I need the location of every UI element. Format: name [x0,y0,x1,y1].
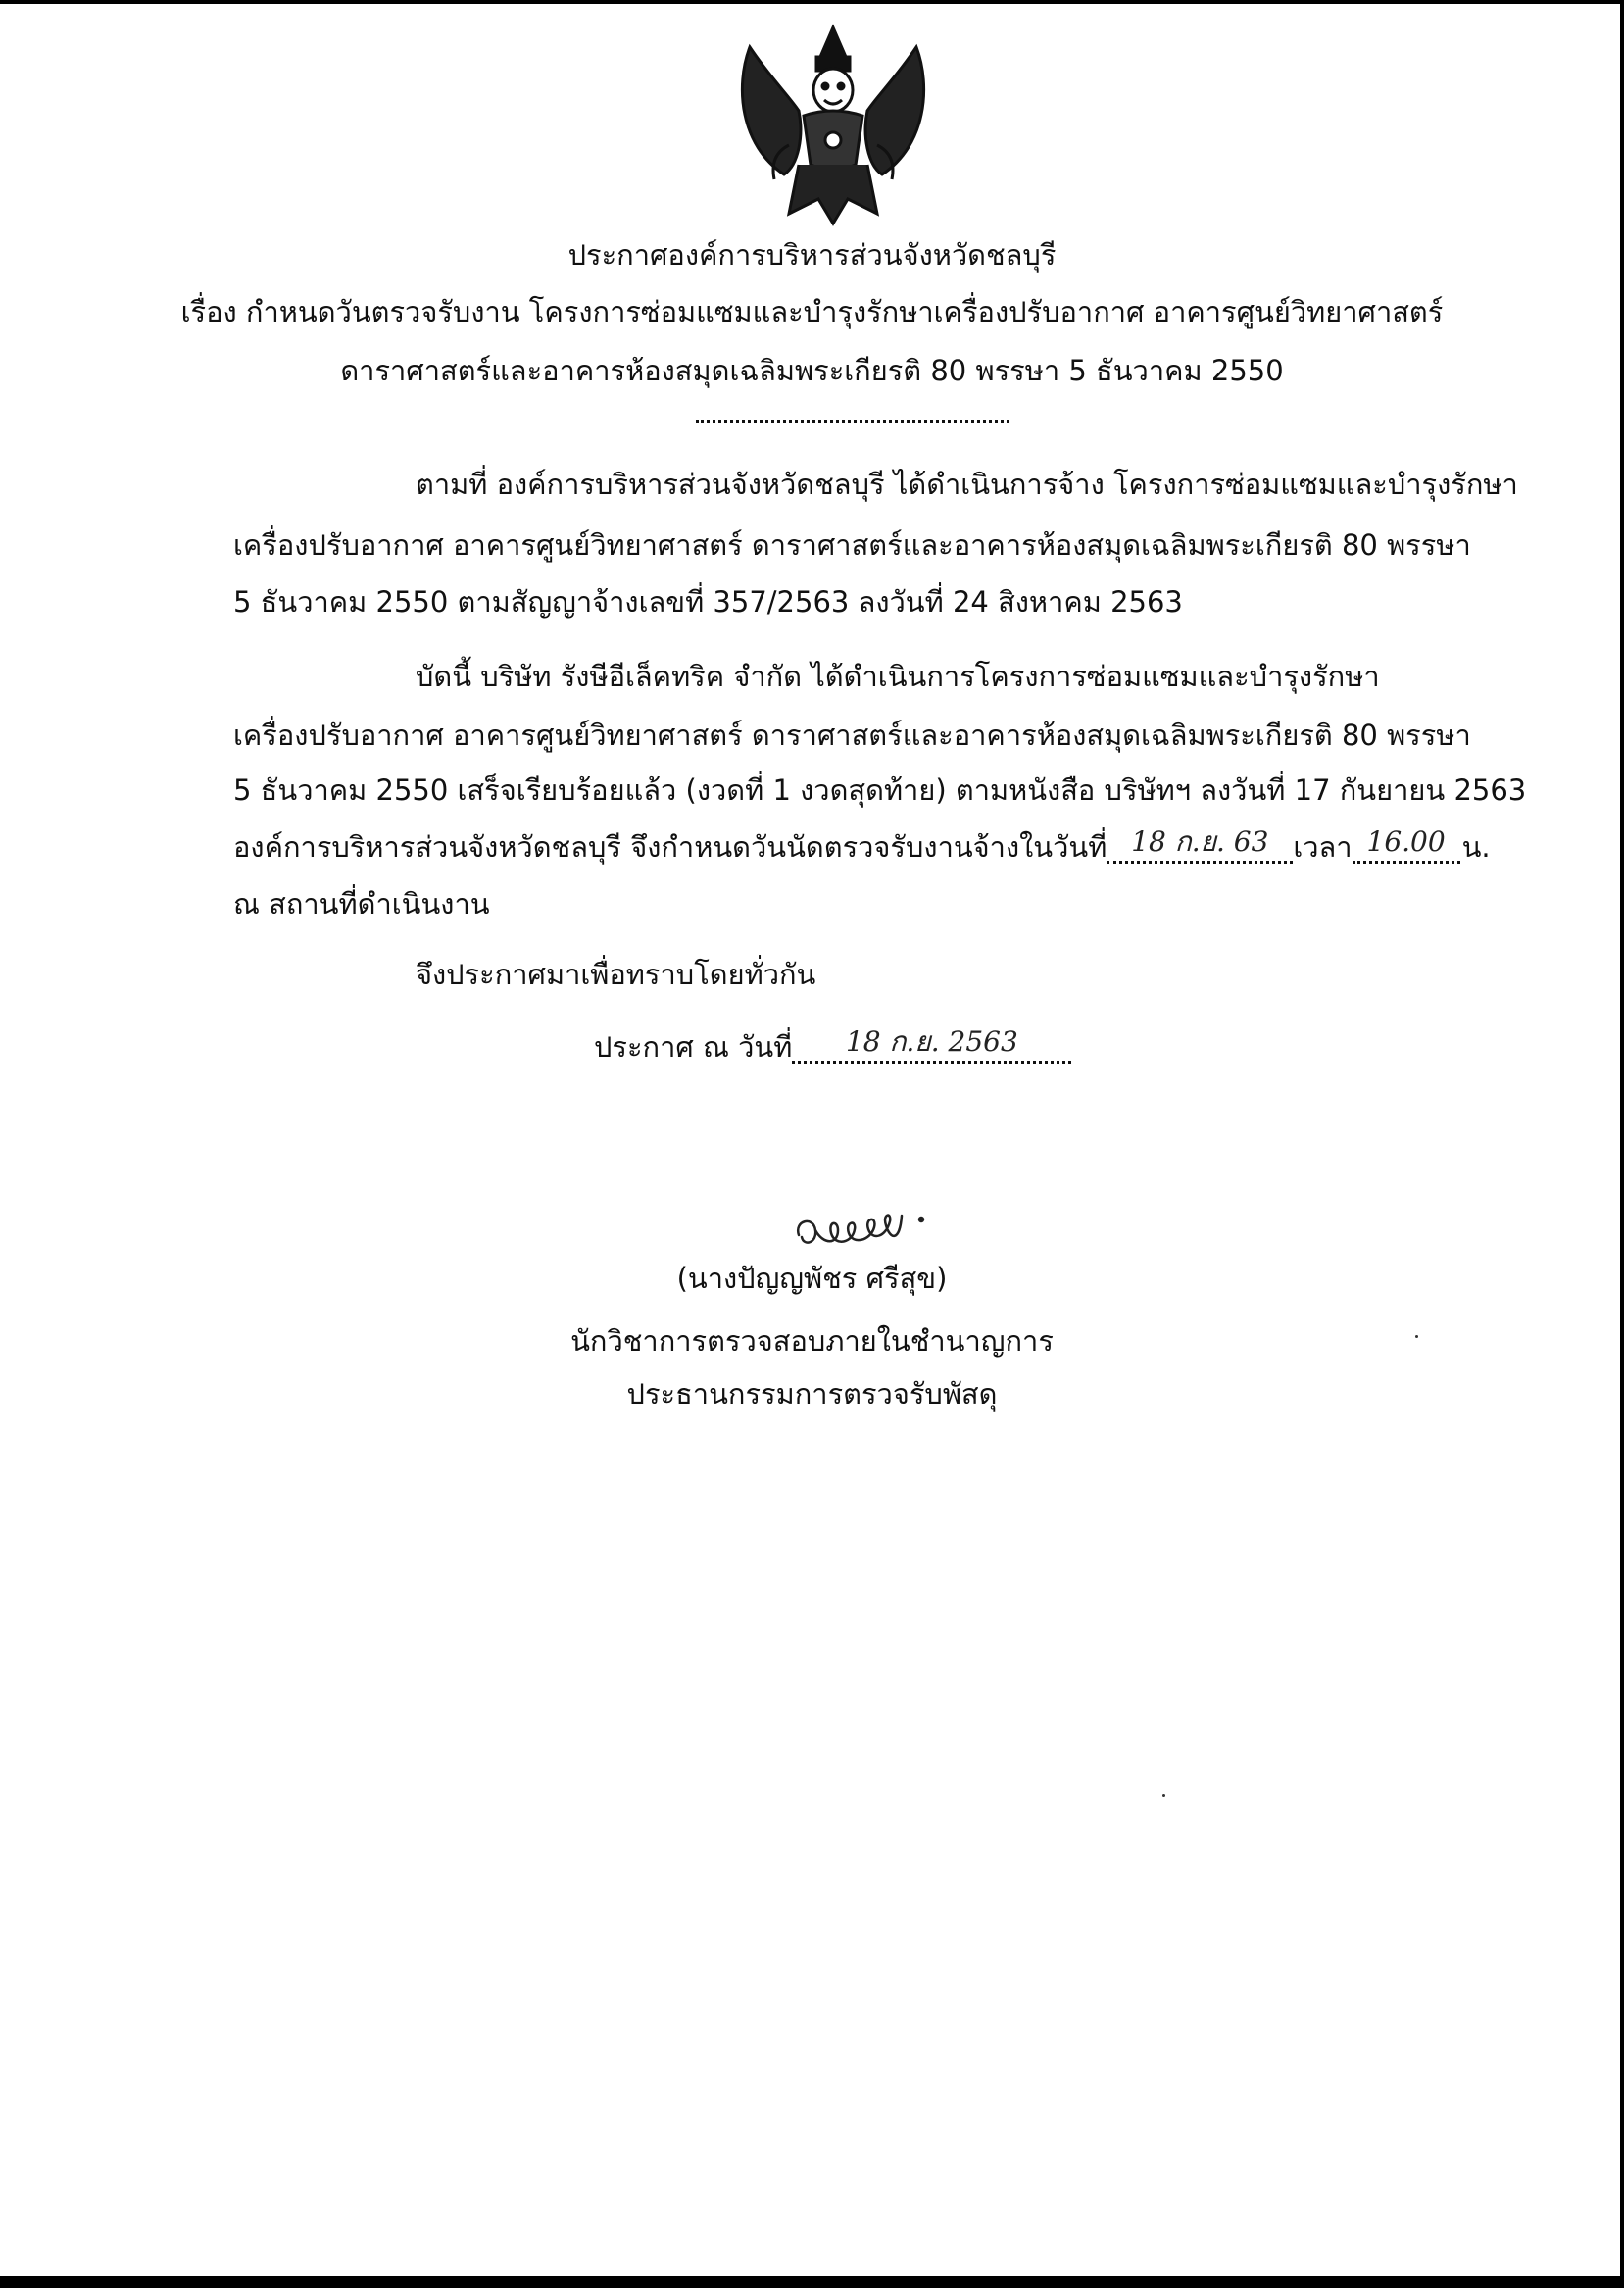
inspection-date-value: 18 ก.ย. 63 [1131,825,1269,858]
announcement-date-field [792,1027,1071,1064]
inspection-time-field [1353,827,1460,864]
announcement-date-line [594,1027,1071,1067]
announcement-label: ประกาศ ณ วันที่ [594,1030,793,1064]
inspection-time-value: 16.00 [1366,825,1446,858]
page-border-right [1620,0,1624,2288]
time-unit: น. [1461,830,1491,864]
paragraph-1-line-2: เครื่องปรับอากาศ อาคารศูนย์วิทยาศาสตร์ ดาราศาสตร์และอาคารห้องสมุดเฉลิมพระเกียรติ 80 พรรษา [233,528,1471,562]
heading-line-1: ประกาศองค์การบริหารส่วนจังหวัดชลบุรี [567,238,1057,272]
inspection-date-field [1107,827,1293,864]
signatory-name: (นางปัญญพัชร ศรีสุข) [676,1262,948,1295]
paragraph-1-line-1: ตามที่ องค์การบริหารส่วนจังหวัดชลบุรี ได้ดำเนินการจ้าง โครงการซ่อมแซมและบำรุงรักษา [416,468,1518,501]
scan-speck [1415,1335,1418,1338]
paragraph-2-line-3: 5 ธันวาคม 2550 เสร็จเรียบร้อยแล้ว (งวดที่ 1 งวดสุดท้าย) ตามหนังสือ บริษัทฯ ลงวันที่ 17 กันยายน 2563 [233,773,1527,807]
page-border-bottom [0,2276,1624,2288]
paragraph-2-line-1: บัดนี้ บริษัท รังษีอีเล็คทริค จำกัด ได้ดำเนินการโครงการซ่อมแซมและบำรุงรักษา [416,660,1380,693]
signatory-position-2: ประธานกรรมการตรวจรับพัสดุ [626,1377,998,1411]
signature-mark [784,1186,970,1265]
scan-speck [1162,1794,1165,1797]
heading-line-2: เรื่อง กำหนดวันตรวจรับงาน โครงการซ่อมแซมและบำรุงรักษาเครื่องปรับอากาศ อาคารศูนย์วิทยาศาสตร์ [180,295,1444,328]
announcement-date-value: 18 ก.ย. 2563 [845,1025,1018,1058]
inspection-date-prefix: องค์การบริหารส่วนจังหวัดชลบุรี จึงกำหนดวันนัดตรวจรับงานจ้างในวันที่ [233,830,1107,864]
time-label: เวลา [1293,830,1353,864]
page-border-top [0,0,1624,4]
paragraph-2-line-4 [233,827,1491,867]
paragraph-1-line-3: 5 ธันวาคม 2550 ตามสัญญาจ้างเลขที่ 357/2563 ลงวันที่ 24 สิงหาคม 2563 [233,585,1183,619]
garuda-emblem-icon [730,18,936,235]
paragraph-2-line-2: เครื่องปรับอากาศ อาคารศูนย์วิทยาศาสตร์ ดาราศาสตร์และอาคารห้องสมุดเฉลิมพระเกียรติ 80 พรรษา [233,719,1471,752]
heading-separator [696,406,1009,423]
paragraph-2-line-5: ณ สถานที่ดำเนินงาน [233,887,490,920]
closing-statement: จึงประกาศมาเพื่อทราบโดยทั่วกัน [416,958,816,991]
heading-line-3: ดาราศาสตร์และอาคารห้องสมุดเฉลิมพระเกียรติ 80 พรรษา 5 ธันวาคม 2550 [340,354,1284,387]
signatory-position-1: นักวิชาการตรวจสอบภายในชำนาญการ [570,1324,1054,1358]
